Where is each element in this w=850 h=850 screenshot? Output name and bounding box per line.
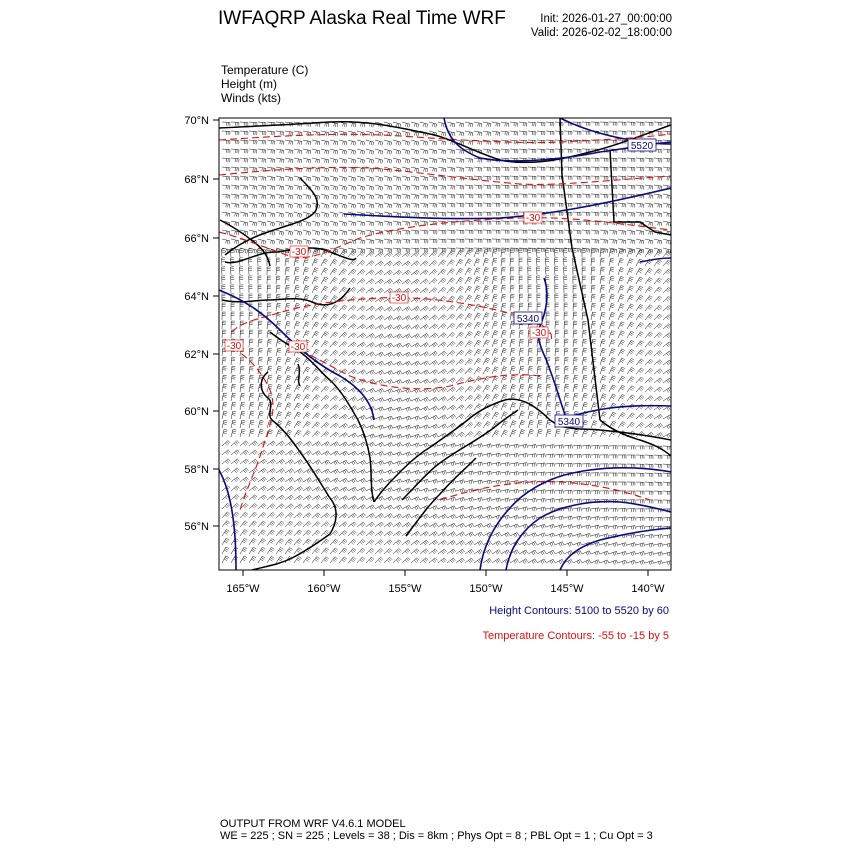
lon-label-140w: 140°W <box>631 583 665 595</box>
height-label-5520 <box>628 139 656 152</box>
variable-height: Height (m) <box>221 77 278 91</box>
height-contour-note: Height Contours: 5100 to 5520 by 60 <box>489 605 669 617</box>
svg-text:5340: 5340 <box>516 314 540 325</box>
init-time: Init: 2026-01-27_00:00:00 <box>540 13 672 25</box>
lat-label-56: 56°N <box>184 521 209 533</box>
height-label-5340-b <box>555 415 583 428</box>
lat-label-58: 58°N <box>184 464 209 476</box>
lon-label-145w: 145°W <box>550 583 584 595</box>
lat-label-70: 70°N <box>184 115 209 127</box>
lon-label-155w: 155°W <box>388 583 422 595</box>
height-label-5340-a <box>514 312 542 325</box>
lon-label-165w: 165°W <box>226 583 260 595</box>
svg-text:-30: -30 <box>291 247 307 258</box>
lat-label-64: 64°N <box>184 291 209 303</box>
lon-label-150w: 150°W <box>469 583 503 595</box>
svg-text:5520: 5520 <box>630 141 654 152</box>
lon-label-160w: 160°W <box>307 583 341 595</box>
valid-time: Valid: 2026-02-02_18:00:00 <box>530 27 672 39</box>
temperature-contour-note: Temperature Contours: -55 to -15 by 5 <box>482 630 669 642</box>
temp-label-3 <box>390 292 408 304</box>
svg-text:-30: -30 <box>525 213 541 224</box>
svg-text:-30: -30 <box>391 293 407 304</box>
temp-label-4 <box>225 340 243 352</box>
temp-label-5 <box>289 341 307 353</box>
temp-label-1 <box>524 212 542 224</box>
svg-text:-30: -30 <box>531 328 547 339</box>
model-info-line2: WE = 225 ; SN = 225 ; Levels = 38 ; Dis = 8km ; Phys Opt = 8 ; PBL Opt = 1 ; Cu Opt = 3 <box>220 830 653 842</box>
svg-text:-30: -30 <box>290 342 306 353</box>
variable-temperature: Temperature (C) <box>221 63 309 77</box>
temp-label-2 <box>290 246 308 258</box>
map-title: IWFAQRP Alaska Real Time WRF <box>218 8 506 29</box>
lat-label-66: 66°N <box>184 233 209 245</box>
svg-text:5340: 5340 <box>557 417 581 428</box>
model-info-line1: OUTPUT FROM WRF V4.6.1 MODEL <box>220 818 406 830</box>
lat-label-62: 62°N <box>184 349 209 361</box>
lat-label-60: 60°N <box>184 406 209 418</box>
lat-label-68: 68°N <box>184 174 209 186</box>
axis-ticks <box>213 120 648 576</box>
svg-text:-30: -30 <box>226 341 242 352</box>
temp-label-6 <box>530 327 548 339</box>
variable-winds: Winds (kts) <box>221 91 281 105</box>
